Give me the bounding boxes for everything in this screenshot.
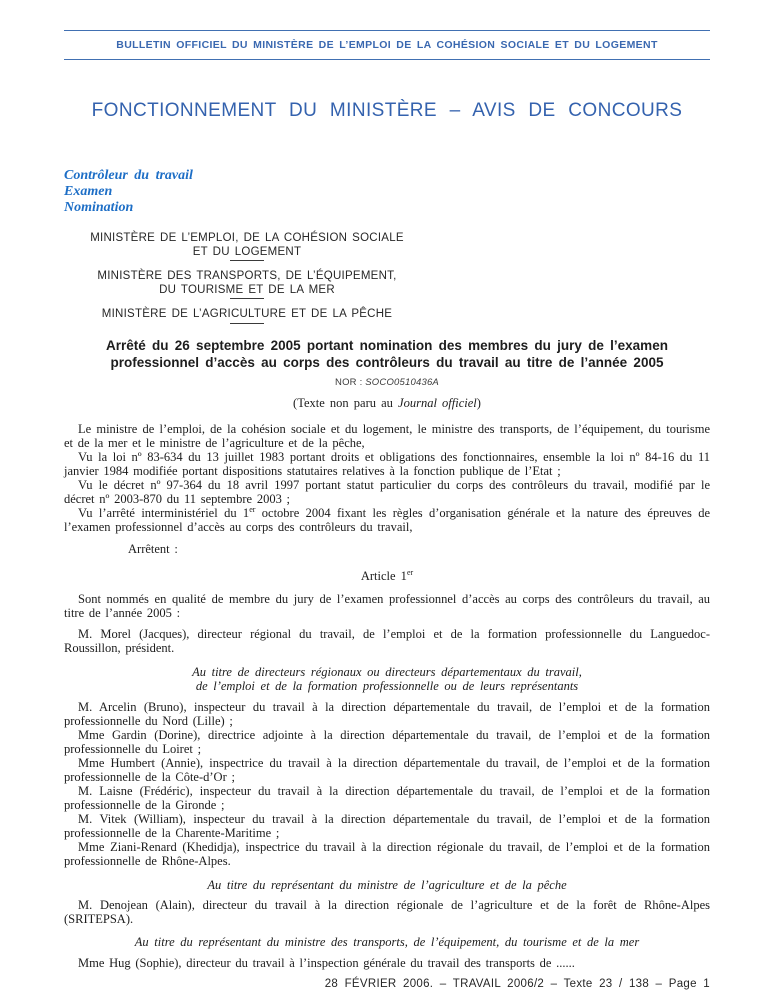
keyword-examen: Examen <box>64 184 113 199</box>
ministry-agriculture-line1: MINISTÈRE DE L’AGRICULTURE ET DE LA PÊCHE <box>101 308 393 320</box>
jury-member-gardin: Mme Gardin (Dorine), directrice adjointe à la direction départementale du travail, de l’emploi et de la formation professionnelle du Loiret ; <box>64 727 710 756</box>
ministry-transports-line2: DU TOURISME ET DE LA MER <box>159 283 335 296</box>
section-heading-directeurs-regionaux <box>64 665 710 694</box>
nor-label: NOR : <box>335 376 366 388</box>
preamble-paragraph-loi-1983: Vu la loi nº 83-634 du 13 juillet 1983 portant droits et obligations des fonctionnaires, ensemble la loi nº 84-16 du 11 janvier 1984 modifiée portant dispositions statutaires relatives à la fonction publique de l’Etat ; <box>64 449 710 478</box>
article-1-label: Article 1 <box>360 568 407 583</box>
article-1-heading <box>64 569 710 583</box>
jury-president: M. Morel (Jacques), directeur régional du travail, de l’emploi et de la formation professionnelle du Languedoc-Roussillon, président. <box>64 626 710 655</box>
preamble-arrete-2004-text-cont: octobre 2004 fixant les règles d’organisation générale et la nature des épreuves de l’examen professionnel d’accès au corps des contrôleurs du travail, <box>64 505 710 534</box>
jury-member-ziani-renard: Mme Ziani-Renard (Khedidja), inspectrice du travail à la direction régionale du travail, de l’emploi et de la formation professionnelle de Rhône-Alpes. <box>64 839 710 868</box>
jury-member-denojean: M. Denojean (Alain), directeur du travail à la direction régionale de l’agriculture et de la forêt de Rhône-Alpes (SRITEPSA). <box>64 898 710 926</box>
ministry-divider <box>230 298 264 299</box>
enacting-formula: Arrêtent : <box>128 541 178 556</box>
preamble-paragraph-decret-1997: Vu le décret nº 97-364 du 18 avril 1997 portant statut particulier du corps des contrôleurs du travail, modifié par le décret nº 2003-870 du 11 septembre 2003 ; <box>64 477 710 506</box>
note-journal-officiel: Journal officiel <box>398 395 477 410</box>
keyword-nomination: Nomination <box>64 200 134 215</box>
ministry-transports <box>64 270 430 299</box>
ministry-agriculture <box>64 308 430 324</box>
ministries-block <box>64 232 430 324</box>
article-1-intro: Sont nommés en qualité de membre du jury de l’examen professionnel d’accès au corps des contrôleurs du travail, au titre de l’année 2005 : <box>64 591 710 620</box>
preamble-paragraph-arrete-2004 <box>64 506 710 534</box>
page-title: FONCTIONNEMENT DU MINISTÈRE – AVIS DE CONCOURS <box>91 100 683 121</box>
preamble-paragraph-ministers: Le ministre de l’emploi, de la cohésion sociale et du logement, le ministre des transports, de l’équipement, du tourisme et de la mer et le ministre de l’agriculture et de la pêche, <box>64 421 710 450</box>
publication-note <box>64 396 710 410</box>
note-prefix: (Texte non paru au <box>293 395 399 410</box>
bulletin-banner: BULLETIN OFFICIEL DU MINISTÈRE DE L’EMPLOI DE LA COHÉSION SOCIALE ET DU LOGEMENT <box>116 39 658 51</box>
keyword-controleur: Contrôleur du travail <box>64 168 193 183</box>
header-rule-bottom <box>64 59 710 60</box>
nor-line <box>64 377 710 388</box>
rubric-keywords <box>64 168 710 216</box>
ministry-transports-line1: MINISTÈRE DES TRANSPORTS, DE L’ÉQUIPEMENT, <box>97 270 397 282</box>
nor-value: SOCO0510436A <box>365 376 439 388</box>
arrete-title: Arrêté du 26 septembre 2005 portant nomination des membres du jury de l’examen professionnel d’accès au corps des contrôleurs du travail au titre de l’année 2005 <box>106 337 668 370</box>
jury-member-hug: Mme Hug (Sophie), directeur du travail à l’inspection générale du travail des transports de ...... <box>78 955 575 970</box>
section-heading-agriculture: Au titre du représentant du ministre de l’agriculture et de la pêche <box>207 877 567 892</box>
jury-members-list <box>64 700 710 868</box>
jury-member-arcelin: M. Arcelin (Bruno), inspecteur du travail à la direction départementale du travail, de l’emploi et de la formation professionnelle du Nord (Lille) ; <box>64 699 710 728</box>
ordinal-er: er <box>406 567 414 577</box>
ministry-divider <box>230 260 264 261</box>
ministry-emploi-line2: ET DU LOGEMENT <box>192 245 302 258</box>
section-heading-line1: Au titre de directeurs régionaux ou directeurs départementaux du travail, <box>192 664 582 679</box>
jury-member-vitek: M. Vitek (William), inspecteur du travail à la direction départementale du travail, de l’emploi et de la formation professionnelle de la Charente-Maritime ; <box>64 811 710 840</box>
ministry-emploi-line1: MINISTÈRE DE L’EMPLOI, DE LA COHÉSION SOCIALE <box>90 232 404 244</box>
jury-member-laisne: M. Laisne (Frédéric), inspecteur du travail à la direction départementale du travail, de l’emploi et de la formation professionnelle de la Gironde ; <box>64 783 710 812</box>
note-suffix: ) <box>476 395 481 410</box>
jury-member-humbert: Mme Humbert (Annie), inspectrice du travail à la direction départementale du travail, de l’emploi et de la formation professionnelle de la Côte-d’Or ; <box>64 755 710 784</box>
preamble-arrete-2004-text: Vu l’arrêté interministériel du 1 <box>78 505 250 520</box>
ministry-divider <box>230 323 264 324</box>
preamble <box>64 422 710 534</box>
section-heading-line2: de l’emploi et de la formation professionnelle ou de leurs représentants <box>195 679 579 693</box>
ministry-emploi <box>64 232 430 261</box>
section-heading-transports: Au titre du représentant du ministre des transports, de l’équipement, du tourisme et de la mer <box>134 935 640 949</box>
ordinal-er: er <box>249 504 256 514</box>
page-footer: 28 FÉVRIER 2006. – TRAVAIL 2006/2 – Texte 23 / 138 – Page 1 <box>324 977 710 990</box>
